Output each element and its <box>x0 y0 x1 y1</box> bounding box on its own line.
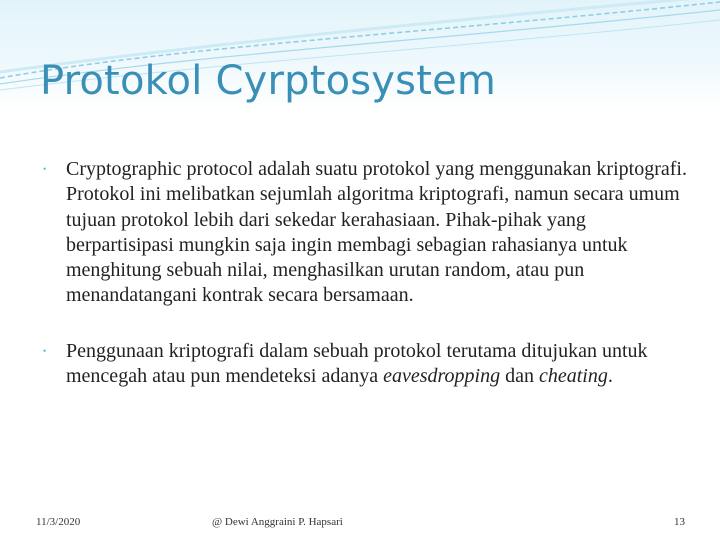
bullet-text-segment: Penggunaan kriptografi dalam sebuah protokol terutama ditujukan untuk mencegah atau pun mendeteksi adanya <box>66 339 648 388</box>
bullet-text-segment: dan <box>500 365 539 388</box>
footer-author: @ Dewi Anggraini P. Hapsari <box>212 516 343 528</box>
slide-body <box>42 157 692 389</box>
bullet-text-segment: . <box>607 365 613 388</box>
bullet-text: Cryptographic protocol adalah suatu protokol yang menggunakan kriptografi. Protokol ini melibatkan sejumlah algoritma kriptografi, namun secara umum tujuan protokol lebih dari sekedar kerahasiaan. Pihak-pihak yang berpartisipasi mungkin saja ingin membagi sebagian rahasianya untuk menghitung sebuah nilai, menghasilkan urutan random, atau pun menandatangani kontrak secara bersamaan. <box>66 158 687 307</box>
bullet-dot-icon: • <box>43 345 47 356</box>
footer-date: 11/3/2020 <box>36 516 81 528</box>
bullet-item <box>42 157 692 309</box>
emphasis-term: eavesdropping <box>383 365 501 388</box>
bullet-text <box>66 340 648 387</box>
slide-title: Protokol Cyrptosystem <box>40 58 497 104</box>
bullet-dot-icon: • <box>43 164 47 174</box>
footer-page-number: 13 <box>674 516 685 528</box>
emphasis-term: cheating <box>539 365 608 388</box>
bullet-item <box>42 339 692 390</box>
